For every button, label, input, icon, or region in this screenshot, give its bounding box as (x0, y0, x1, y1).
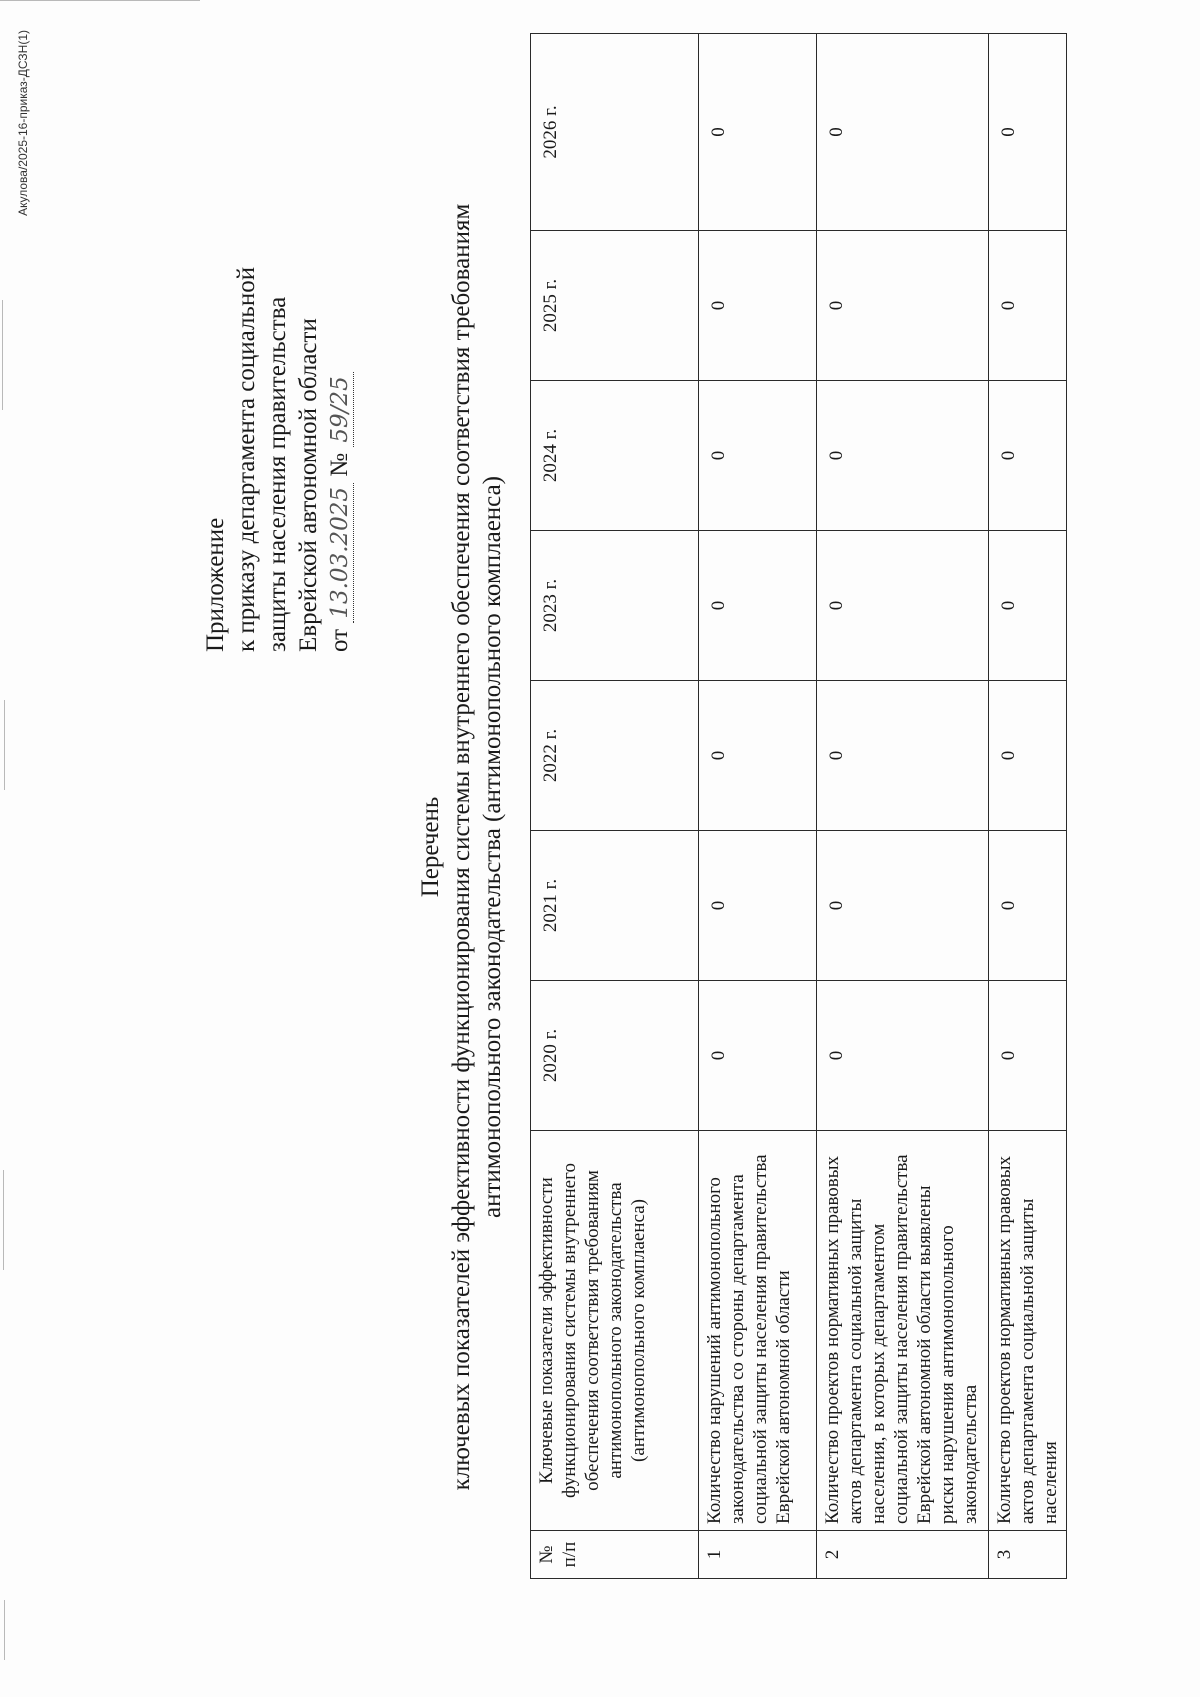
row-value: 0 (699, 981, 817, 1131)
row-value: 0 (989, 531, 1067, 681)
title-line: антимонопольного законодательства (антимонопольного комплаенса) (479, 475, 506, 1219)
row-value: 0 (817, 231, 989, 381)
header-year: 2022 г. (531, 681, 699, 831)
row-value: 0 (989, 681, 1067, 831)
row-value: 0 (817, 981, 989, 1131)
row-num: 1 (699, 1531, 817, 1579)
title-line: Перечень (417, 796, 444, 898)
row-value: 0 (989, 831, 1067, 981)
row-value: 0 (989, 981, 1067, 1131)
row-value: 0 (817, 681, 989, 831)
header-line: защиты населения правительства (264, 296, 291, 652)
row-num: 2 (817, 1531, 989, 1579)
header-num: № п/п (531, 1531, 699, 1579)
header-year: 2021 г. (531, 831, 699, 981)
table-header-row (531, 34, 699, 1579)
row-num: 3 (989, 1531, 1067, 1579)
row-indicator: Количество нарушений антимонопольного законодательства со стороны департамента социальной защиты населения правительства Еврейской автономной области (699, 1131, 817, 1531)
row-value: 0 (699, 34, 817, 231)
row-value: 0 (817, 531, 989, 681)
number-prefix: № (326, 452, 353, 477)
row-indicator: Количество проектов нормативных правовых актов департамента социальной защиты населения (989, 1131, 1067, 1531)
table-row (989, 34, 1067, 1579)
row-value: 0 (817, 381, 989, 531)
row-value: 0 (699, 681, 817, 831)
header-year: 2026 г. (531, 34, 699, 231)
row-value: 0 (989, 381, 1067, 531)
appendix-header (200, 132, 356, 652)
header-indicator: Ключевые показатели эффективности функционирования системы внутреннего обеспечения соответствия требованиям антимонопольного законодательства (антимонопольного комплаенса) (531, 1131, 699, 1531)
header-year: 2024 г. (531, 381, 699, 531)
date-handwritten: 13.03.2025 (327, 483, 354, 623)
table-row (699, 34, 817, 1579)
row-indicator: Количество проектов нормативных правовых актов департамента социальной защиты населения, в которых департаментом социальной защиты населения правительства Еврейской автономной области выявлены риски нарушения антимонопольного законодательства (817, 1131, 989, 1531)
row-value: 0 (699, 531, 817, 681)
date-prefix: от (326, 628, 353, 652)
title-line: ключевых показателей эффективности функционирования системы внутреннего обеспечения соответствия требованиям (448, 203, 475, 1491)
row-value: 0 (699, 381, 817, 531)
row-value: 0 (699, 831, 817, 981)
document-footer: Акулова/2025-16-приказ-ДСЗН(1) (16, 30, 30, 216)
header-year: 2025 г. (531, 231, 699, 381)
header-line: Приложение (202, 517, 229, 652)
indicators-table (530, 33, 1067, 1579)
header-year: 2020 г. (531, 981, 699, 1131)
header-line: к приказу департамента социальной (233, 266, 260, 652)
row-value: 0 (989, 34, 1067, 231)
row-value: 0 (699, 231, 817, 381)
header-date-line (324, 132, 356, 652)
header-line: Еврейской автономной области (295, 318, 322, 652)
row-value: 0 (989, 231, 1067, 381)
header-year: 2023 г. (531, 531, 699, 681)
table-row (817, 34, 989, 1579)
row-value: 0 (817, 831, 989, 981)
document-title (415, 57, 508, 1637)
row-value: 0 (817, 34, 989, 231)
number-handwritten: 59/25 (327, 372, 354, 446)
